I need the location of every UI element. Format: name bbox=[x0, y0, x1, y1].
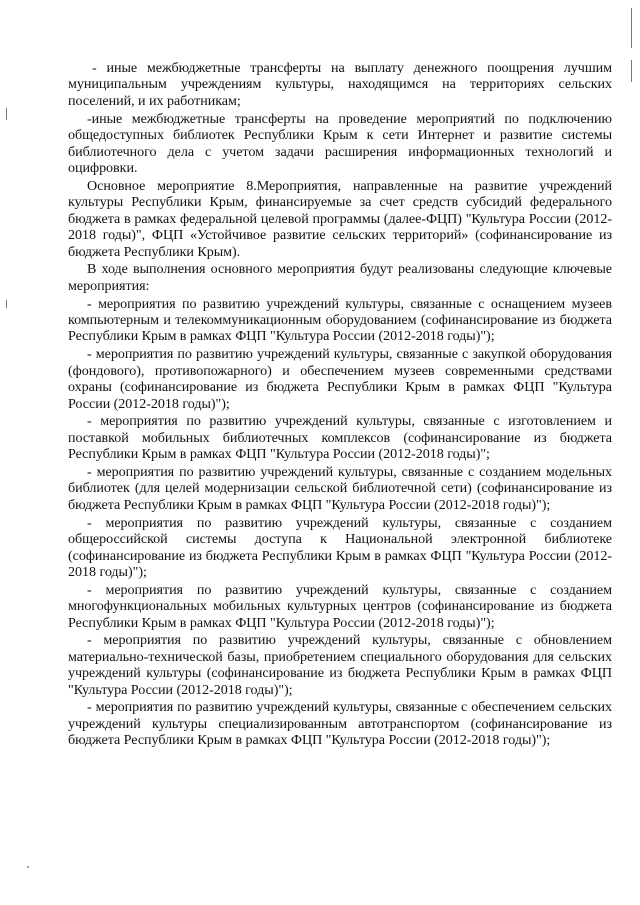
list-item-mobile-libraries: - мероприятия по развитию учреждений культуры, связанные с изготовлением и поставкой мобильных библиотечных комплексов (софинансирование из бюджета Республики Крым в рамках ФЦП "Культура России (2012-2018 годы)"; bbox=[68, 413, 612, 463]
paragraph-main-activity-8: Основное мероприятие 8.Мероприятия, направленные на развитие учреждений культуры Республики Крым, финансируемые за счет средств субсидий федерального бюджета в рамках федеральной целевой программы (далее-ФЦП) "Культура России (2012-2018 годы)", ФЦП «Устойчивое развитие сельских территорий» (софинансирование из бюджета Республики Крым). bbox=[68, 177, 612, 260]
list-item-mobile-cultural-centers: - мероприятия по развитию учреждений культуры, связанные с созданием многофункциональных мобильных культурных центров (софинансирование из бюджета Республики Крым в рамках ФЦП "Культура России (2012-2018 годы)"); bbox=[68, 581, 612, 631]
paragraph-transfers-internet: -иные межбюджетные трансферты на проведение мероприятий по подключению общедоступных библиотек Республики Крым к сети Интернет и развитие системы библиотечного дела с учетом задачи расширения информационных технологий и оцифровки. bbox=[68, 110, 612, 177]
document-page bbox=[68, 60, 612, 750]
list-item-national-e-library: - мероприятия по развитию учреждений культуры, связанные с созданием общероссийской системы доступа к Национальной электронной библиотеке (софинансирование из бюджета Республики Крым в рамках ФЦП "Культура России (2012-2018 годы)"); bbox=[68, 514, 612, 580]
paragraph-transfers-rewards: - иные межбюджетные трансферты на выплату денежного поощрения лучшим муниципальным учреждениям культуры, находящимся на территориях сельских поселений, и их работникам; bbox=[68, 60, 612, 109]
list-item-museum-equipment: - мероприятия по развитию учреждений культуры, связанные с оснащением музеев компьютерным и телекоммуникационным оборудованием (софинансирование из бюджета Республики Крым в рамках ФЦП "Культура России (2012-2018 годы)"); bbox=[68, 295, 612, 345]
list-item-technical-base: - мероприятия по развитию учреждений культуры, связанные с обновлением материально-технической базы, приобретением специального оборудования для сельских учреждений культуры (софинансирование из бюджета Республики Крым в рамках ФЦП "Культура России (2012-2018 годы)"); bbox=[68, 632, 612, 698]
scan-edge-mark bbox=[6, 108, 7, 120]
scan-speck bbox=[27, 866, 29, 868]
scan-edge-mark bbox=[631, 60, 632, 82]
list-item-security-equipment: - мероприятия по развитию учреждений культуры, связанные с закупкой оборудования (фондового), противопожарного) и обеспечением музеев современными средствами охраны (софинансирование из бюджета Республики Крым в рамках ФЦП "Культура России (2012-2018 годы)"); bbox=[68, 346, 612, 412]
scan-edge-mark bbox=[6, 300, 7, 308]
list-item-model-libraries: - мероприятия по развитию учреждений культуры, связанные с созданием модельных библиотек (для целей модернизации сельской библиотечной сети) (софинансирование из бюджета Республики Крым в рамках ФЦП "Культура России (2012-2018 годы)"); bbox=[68, 463, 612, 513]
paragraph-key-activities-intro: В ходе выполнения основного мероприятия будут реализованы следующие ключевые мероприятия: bbox=[68, 261, 612, 294]
list-item-vehicles: - мероприятия по развитию учреждений культуры, связанные с обеспечением сельских учреждений культуры специализированным автотранспортом (софинансирование из бюджета Республики Крым в рамках ФЦП "Культура России (2012-2018 годы)"); bbox=[68, 699, 612, 749]
scan-edge-mark bbox=[631, 8, 632, 48]
